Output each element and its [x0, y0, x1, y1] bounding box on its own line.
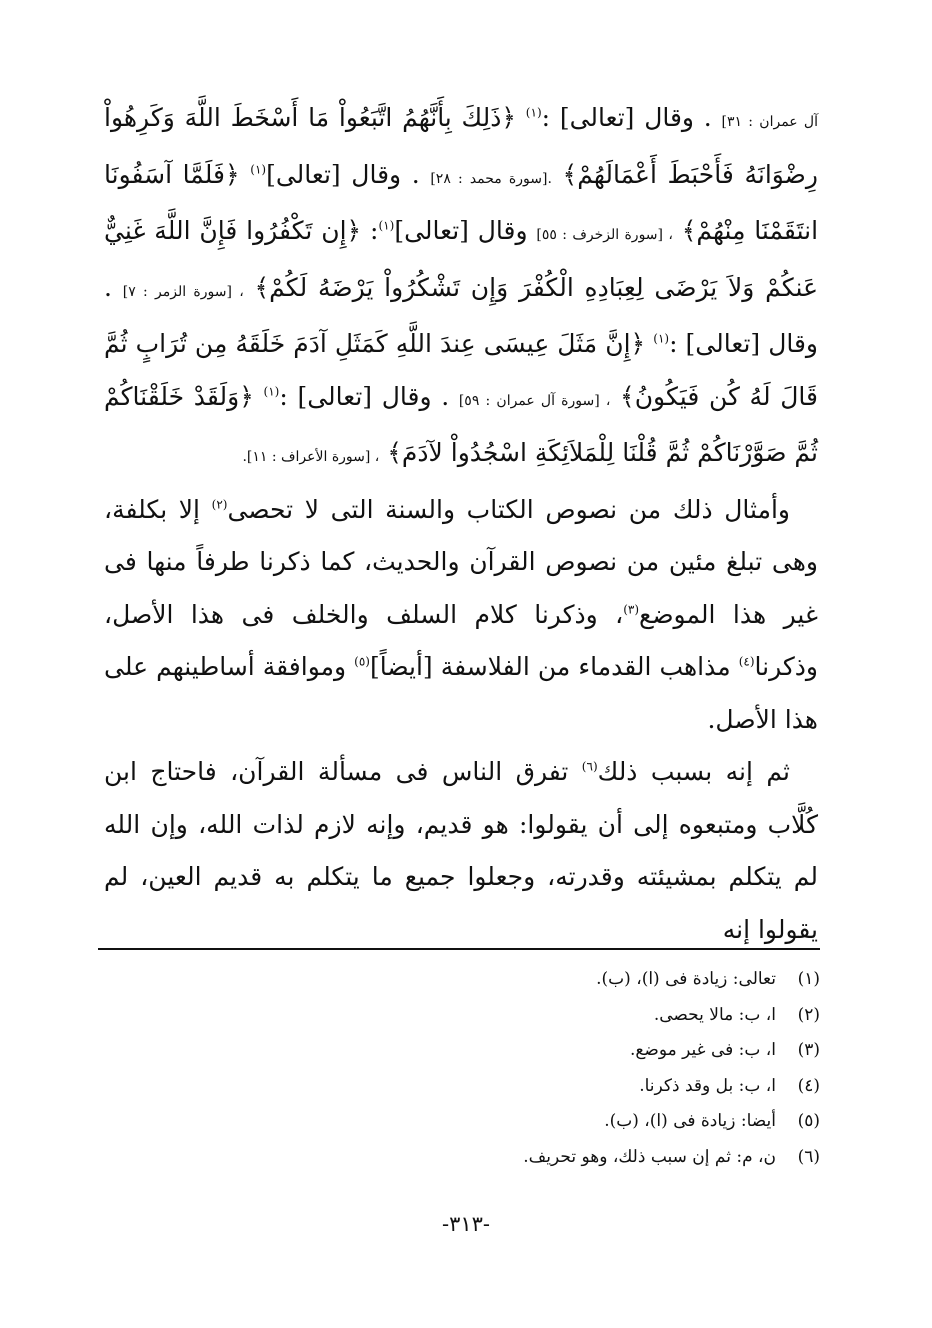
footnote-marker: (٣): [623, 602, 640, 617]
footnote-text: ن، م: ثم إن سبب ذلك، وهو تحريف.: [523, 1146, 776, 1167]
quran-verse: ﴿إِنَّ مَثَلَ عِيسَى عِندَ اللَّهِ كَمَثَلِ آدَمَ خَلَقَهُ مِن تُرَابٍ ثُمَّ قَالَ لَهُ كُن فَيَكُونُ﴾: [104, 329, 818, 411]
quran-verse: ﴿وَلَقَدْ خَلَقْنَاكُمْ ثُمَّ صَوَّرْنَاكُمْ ثُمَّ قُلْنَا لِلْمَلاَئِكَةِ اسْجُدُواْ لآدَمَ﴾: [104, 381, 818, 467]
footnote-marker: (٢): [211, 497, 228, 512]
footnote-marker: (٦): [581, 759, 598, 774]
citation-intro: وقال [تعالى]: [394, 216, 528, 245]
footnote-marker: (٤): [738, 654, 755, 669]
footnote-text: ا، ب: مالا يحصى.: [653, 1004, 776, 1025]
footnote-text: ا، ب: فى غير موضع.: [629, 1040, 776, 1060]
paragraph: [104, 484, 818, 747]
footnote-number: (٤): [797, 1075, 820, 1096]
paragraph-text: ، وذكرنا كلام السلف والخلف فى هذا الأصل، وذكرنا: [104, 599, 818, 681]
quran-citations-block: [104, 92, 818, 484]
paragraph-text: مذاهب القدماء من الفلاسفة [أيضاً]: [369, 652, 739, 681]
footnote: [98, 1140, 820, 1176]
citation-intro: . وقال [تعالى]: [266, 159, 420, 189]
footnote-marker: (١): [525, 105, 542, 120]
surah-reference: .[سورة محمد : ٢٨]: [430, 170, 552, 187]
paragraph-text: وأمثال ذلك من نصوص الكتاب والسنة التى لا تحصى: [227, 494, 790, 524]
footnote: [98, 1033, 820, 1069]
footnote: [98, 962, 820, 998]
citation-intro: . وقال [تعالى] :: [541, 103, 712, 132]
citation-intro: . وقال [تعالى] :: [104, 272, 819, 358]
paragraph: [104, 746, 818, 956]
surah-reference: ، [سورة الزمر : ٧]: [122, 283, 244, 300]
page-number: -٣١٣-: [441, 1212, 491, 1236]
footnote-marker: (٥): [354, 654, 370, 669]
footnote-divider: [98, 948, 820, 950]
footnote-number: (٢): [797, 1004, 820, 1025]
footnote-text: تعالى: زيادة فى (ا)، (ب).: [596, 969, 776, 989]
paragraph-text: تفرق الناس فى مسألة القرآن، فاحتاج ابن كُلَّاب ومتبعوه إلى أن يقولوا: هو قديم، وإنه لازم لذات الله، وإن الله لم يتكلم بمشيئته وقدرته، وجعلوا جميع ما يتكلم به قديم العين، لم يقولوا إنه: [104, 757, 818, 944]
citation-intro: . وقال [تعالى] :: [279, 381, 450, 411]
citation-colon: :: [370, 216, 379, 245]
footnote-marker: (١): [250, 162, 267, 177]
footnote-number: (٣): [797, 1040, 820, 1060]
quran-verse: ﴿فَلَمَّا آسَفُونَا انتَقَمْنَا مِنْهُمْ﴾: [104, 159, 819, 245]
footnote-text: ا، ب: بل وقد ذكرنا.: [639, 1075, 776, 1096]
paragraph-text: وموافقة أساطينهم على هذا الأصل.: [104, 652, 818, 734]
quran-verse: ﴿إِن تَكْفُرُوا فَإِنَّ اللَّهَ غَنِيٌّ عَنكُمْ وَلاَ يَرْضَى لِعِبَادِهِ الْكُفْرَ وَإِن تَشْكُرُواْ يَرْضَهُ لَكُمْ﴾: [104, 216, 818, 302]
footnote: [98, 1069, 820, 1105]
footnote-text: أيضا: زيادة فى (ا)، (ب).: [604, 1111, 776, 1131]
footnote-marker: (١): [378, 218, 395, 233]
surah-reference: ، [سورة الزخرف : ٥٥]: [536, 227, 673, 243]
footnote-number: (٥): [797, 1111, 820, 1131]
paragraph-text: إلا بكلفة، وهى تبلغ مئين من نصوص القرآن والحديث، كما ذكرنا طرفاً منها فى غير هذا الموضع: [104, 494, 818, 629]
footnotes: [98, 962, 820, 1175]
main-text: [104, 92, 818, 956]
footnote-number: (٦): [797, 1146, 820, 1167]
footnote: [98, 998, 820, 1034]
surah-reference: ، [سورة الأعراف : ١١].: [242, 449, 380, 465]
surah-reference: آل عمران : ٣١]: [721, 114, 818, 130]
surah-reference: ، [سورة آل عمران : ٥٩]: [458, 392, 611, 409]
paragraph-text: ثم إنه بسبب ذلك: [597, 757, 790, 786]
footnote: [98, 1104, 820, 1140]
footnote-marker: (١): [263, 384, 280, 399]
footnote-number: (١): [797, 969, 820, 989]
footnote-marker: (١): [653, 331, 670, 346]
quran-verse: ﴿ذَلِكَ بِأَنَّهُمُ اتَّبَعُواْ مَا أَسْخَطَ اللَّهَ وَكَرِهُواْ رِضْوَانَهُ فَأَحْبَطَ أَعْمَالَهُمْ﴾: [104, 103, 818, 189]
